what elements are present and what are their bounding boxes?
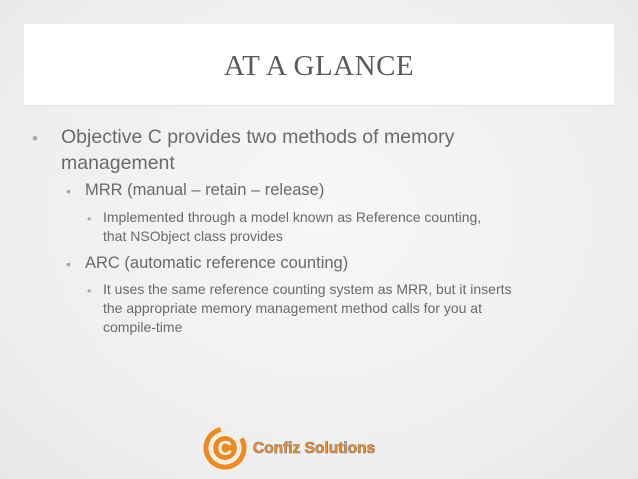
bullet-text: Implemented through a model known as Reference counting, (103, 209, 482, 225)
bullet-marker: • (66, 256, 71, 272)
bullet-text: Objective C provides two methods of memory (61, 126, 455, 148)
bullet-text: ARC (automatic reference counting) (85, 254, 349, 272)
bullet-text: the appropriate memory management method calls for you at (103, 300, 482, 316)
logo-letter: C (217, 438, 233, 460)
slide-title: AT A GLANCE (223, 50, 415, 82)
bullet-text: MRR (manual – retain – release) (85, 181, 325, 199)
bullet-text: It uses the same reference counting system as MRR, but it inserts (103, 281, 512, 297)
confiz-logo (203, 426, 393, 470)
bullet-marker: • (87, 284, 92, 298)
bullet-text: that NSObject class provides (103, 228, 283, 244)
bullet-text: management (61, 152, 175, 174)
bullet-marker: • (87, 212, 92, 226)
bullet-marker: • (66, 183, 71, 199)
bullet-marker: • (32, 129, 38, 148)
bullet-text: compile-time (103, 319, 183, 335)
logo-wordmark: Confiz Solutions (253, 440, 376, 457)
logo-mark (203, 426, 251, 470)
